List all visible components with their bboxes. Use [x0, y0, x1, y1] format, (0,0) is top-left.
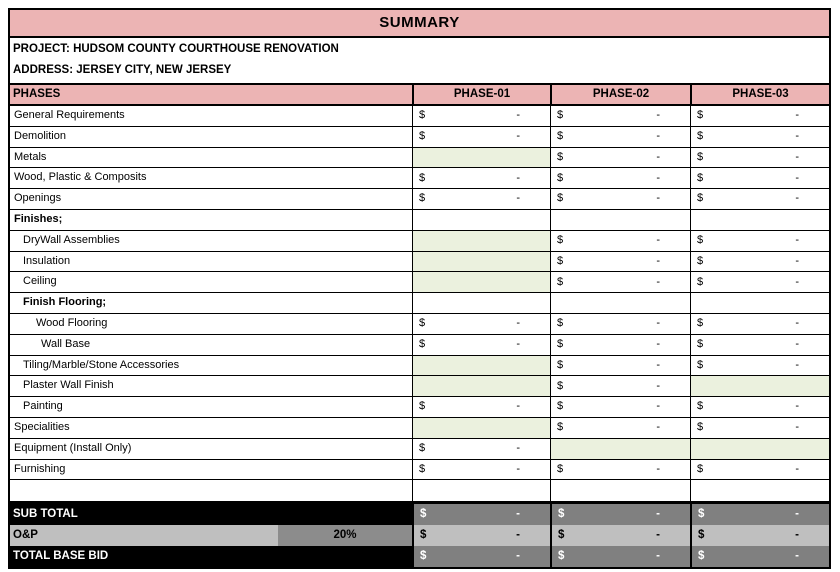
phase-02-cell[interactable] [550, 460, 690, 480]
row-label-cell[interactable]: Ceiling [10, 272, 412, 292]
phase-01-cell[interactable] [412, 106, 550, 126]
amount-accounting-format [691, 168, 829, 188]
footer-row-sub-total [10, 504, 829, 525]
row-label-cell[interactable]: General Requirements [10, 106, 412, 126]
currency-symbol: $ [697, 462, 704, 475]
row-label-cell[interactable]: Wall Base [10, 335, 412, 355]
project-line: PROJECT: HUDSOM COUNTY COURTHOUSE RENOVATION [13, 43, 339, 55]
empty-amount-dash: - [656, 529, 660, 542]
column-header-phases: PHASES [10, 85, 412, 104]
table-row [10, 356, 829, 377]
empty-amount-dash: - [516, 192, 520, 205]
phase-02-cell[interactable] [550, 272, 690, 292]
amount-accounting-format [414, 525, 550, 546]
phase-01-cell[interactable] [412, 376, 550, 396]
amount-accounting-format [551, 314, 690, 334]
empty-amount-dash: - [656, 358, 660, 371]
currency-symbol: $ [698, 550, 705, 563]
table-row [10, 189, 829, 210]
phase-03-cell[interactable] [690, 106, 829, 126]
amount-accounting-format [691, 148, 829, 168]
row-label-cell[interactable] [10, 480, 412, 501]
amount-accounting-format [551, 127, 690, 147]
empty-amount-dash: - [516, 550, 520, 563]
sub-total-label-cell[interactable]: SUB TOTAL [10, 504, 412, 525]
phase-01-cell[interactable] [412, 356, 550, 376]
column-header-phase-02: PHASE-02 [550, 85, 690, 104]
currency-symbol: $ [419, 192, 426, 205]
phase-01-cell[interactable] [412, 293, 550, 313]
phase-02-cell[interactable] [550, 376, 690, 396]
empty-amount-dash: - [795, 150, 799, 163]
currency-symbol: $ [558, 529, 565, 542]
amount-accounting-format [413, 106, 550, 126]
phase-03-cell[interactable] [690, 231, 829, 251]
currency-symbol: $ [557, 317, 564, 330]
phase-01-cell[interactable] [412, 210, 550, 230]
table-row [10, 314, 829, 335]
amount-accounting-format [413, 189, 550, 209]
empty-amount-dash: - [656, 379, 660, 392]
empty-amount-dash: - [795, 337, 799, 350]
phase-03-cell[interactable] [690, 314, 829, 334]
empty-amount-dash: - [795, 462, 799, 475]
phase-02-cell[interactable] [550, 168, 690, 188]
amount-accounting-format [691, 127, 829, 147]
phase-01-cell[interactable] [412, 252, 550, 272]
phase-02-cell[interactable] [550, 356, 690, 376]
o-and-p-label[interactable]: O&P [10, 525, 278, 546]
currency-symbol: $ [557, 171, 564, 184]
empty-amount-dash: - [516, 129, 520, 142]
empty-amount-dash: - [656, 400, 660, 413]
phase-01-cell[interactable] [412, 335, 550, 355]
table-row [10, 210, 829, 231]
amount-accounting-format [414, 546, 550, 567]
footer-row-o-and-p [10, 525, 829, 546]
currency-symbol: $ [697, 150, 704, 163]
row-label-cell[interactable]: Openings [10, 189, 412, 209]
amount-accounting-format [551, 189, 690, 209]
phase-03-cell[interactable] [690, 376, 829, 396]
phase-02-cell[interactable] [550, 480, 690, 501]
amount-accounting-format [552, 546, 690, 567]
currency-symbol: $ [420, 550, 427, 563]
currency-symbol: $ [558, 508, 565, 521]
phase-03-cell[interactable] [690, 335, 829, 355]
currency-symbol: $ [557, 233, 564, 246]
amount-accounting-format [692, 546, 829, 567]
empty-amount-dash: - [795, 171, 799, 184]
phase-01-cell[interactable] [412, 168, 550, 188]
empty-amount-dash: - [656, 275, 660, 288]
empty-amount-dash: - [795, 317, 799, 330]
empty-amount-dash: - [656, 508, 660, 521]
empty-amount-dash: - [795, 254, 799, 267]
amount-accounting-format [551, 356, 690, 376]
currency-symbol: $ [420, 508, 427, 521]
amount-accounting-format [551, 106, 690, 126]
o-and-p-label-cell[interactable] [10, 525, 412, 546]
o-and-p-percent-cell[interactable]: 20% [278, 525, 412, 546]
phase-02-cell[interactable] [550, 210, 690, 230]
table-row [10, 127, 829, 148]
amount-accounting-format [413, 314, 550, 334]
amount-accounting-format [691, 460, 829, 480]
row-label-cell[interactable]: Painting [10, 397, 412, 417]
phase-01-cell[interactable] [412, 418, 550, 438]
empty-amount-dash: - [656, 192, 660, 205]
amount-accounting-format [691, 272, 829, 292]
row-label-cell[interactable]: Tiling/Marble/Stone Accessories [10, 356, 412, 376]
row-label-cell[interactable]: Metals [10, 148, 412, 168]
currency-symbol: $ [697, 254, 704, 267]
currency-symbol: $ [557, 421, 564, 434]
amount-accounting-format [551, 231, 690, 251]
table-row [10, 439, 829, 460]
currency-symbol: $ [697, 358, 704, 371]
phase-01-cell[interactable] [412, 189, 550, 209]
phase-01-cell[interactable] [412, 314, 550, 334]
currency-symbol: $ [419, 462, 426, 475]
row-label-cell[interactable]: Wood Flooring [10, 314, 412, 334]
table-row [10, 418, 829, 439]
phase-02-cell[interactable] [550, 293, 690, 313]
amount-accounting-format [691, 335, 829, 355]
amount-accounting-format [691, 252, 829, 272]
sub-total-phase-02-cell[interactable] [550, 504, 690, 525]
amount-accounting-format [413, 168, 550, 188]
sub-total-phase-01-cell[interactable] [412, 504, 550, 525]
empty-amount-dash: - [516, 109, 520, 122]
currency-symbol: $ [419, 441, 426, 454]
currency-symbol: $ [557, 129, 564, 142]
row-label-cell[interactable]: Specialities [10, 418, 412, 438]
row-label-cell[interactable]: Plaster Wall Finish [10, 376, 412, 396]
currency-symbol: $ [698, 529, 705, 542]
amount-accounting-format [691, 356, 829, 376]
total-base-bid-phase-02-cell[interactable] [550, 546, 690, 567]
empty-amount-dash: - [795, 233, 799, 246]
phase-03-cell[interactable] [690, 168, 829, 188]
amount-accounting-format [413, 397, 550, 417]
currency-symbol: $ [419, 171, 426, 184]
row-label-cell[interactable]: Equipment (Install Only) [10, 439, 412, 459]
empty-amount-dash: - [795, 192, 799, 205]
currency-symbol: $ [557, 192, 564, 205]
table-row [10, 293, 829, 314]
amount-accounting-format [691, 314, 829, 334]
empty-amount-dash: - [656, 337, 660, 350]
amount-accounting-format [413, 439, 550, 459]
amount-accounting-format [413, 335, 550, 355]
currency-symbol: $ [419, 337, 426, 350]
phase-03-cell[interactable] [690, 460, 829, 480]
currency-symbol: $ [557, 254, 564, 267]
amount-accounting-format [551, 335, 690, 355]
column-header-phase-03: PHASE-03 [690, 85, 829, 104]
sheet-title: SUMMARY [10, 10, 829, 38]
phase-02-cell[interactable] [550, 189, 690, 209]
currency-symbol: $ [697, 337, 704, 350]
empty-amount-dash: - [516, 337, 520, 350]
row-label-cell[interactable]: Furnishing [10, 460, 412, 480]
table-row [10, 106, 829, 127]
currency-symbol: $ [697, 109, 704, 122]
total-base-bid-phase-01-cell[interactable] [412, 546, 550, 567]
amount-accounting-format [551, 460, 690, 480]
phase-03-cell[interactable] [690, 210, 829, 230]
phase-02-cell[interactable] [550, 418, 690, 438]
empty-amount-dash: - [516, 317, 520, 330]
phase-03-cell[interactable] [690, 252, 829, 272]
table-row [10, 376, 829, 397]
currency-symbol: $ [697, 171, 704, 184]
empty-amount-dash: - [656, 129, 660, 142]
amount-accounting-format [551, 148, 690, 168]
table-row [10, 231, 829, 252]
table-row [10, 148, 829, 169]
empty-amount-dash: - [795, 508, 799, 521]
phase-03-cell[interactable] [690, 148, 829, 168]
empty-amount-dash: - [516, 400, 520, 413]
empty-amount-dash: - [516, 171, 520, 184]
row-label-cell[interactable]: Finishes; [10, 210, 412, 230]
amount-accounting-format [691, 106, 829, 126]
currency-symbol: $ [697, 275, 704, 288]
phase-03-cell[interactable] [690, 189, 829, 209]
currency-symbol: $ [419, 109, 426, 122]
amount-accounting-format [551, 418, 690, 438]
total-base-bid-phase-03-cell[interactable] [690, 546, 829, 567]
phase-02-cell[interactable] [550, 314, 690, 334]
currency-symbol: $ [557, 379, 564, 392]
empty-amount-dash: - [656, 254, 660, 267]
phase-cost-table-body [10, 106, 829, 501]
phase-03-cell[interactable] [690, 293, 829, 313]
empty-amount-dash: - [656, 150, 660, 163]
project-info-block [10, 38, 829, 85]
phase-03-cell[interactable] [690, 356, 829, 376]
phase-01-cell[interactable] [412, 439, 550, 459]
amount-accounting-format [691, 397, 829, 417]
currency-symbol: $ [419, 400, 426, 413]
phase-02-cell[interactable] [550, 127, 690, 147]
amount-accounting-format [413, 460, 550, 480]
amount-accounting-format [692, 525, 829, 546]
empty-amount-dash: - [795, 550, 799, 563]
amount-accounting-format [551, 376, 690, 396]
summary-sheet [8, 8, 831, 569]
phase-02-cell[interactable] [550, 106, 690, 126]
amount-accounting-format [692, 504, 829, 525]
column-header-phase-01: PHASE-01 [412, 85, 550, 104]
sub-total-phase-03-cell[interactable] [690, 504, 829, 525]
empty-table-row [10, 480, 829, 501]
empty-amount-dash: - [656, 317, 660, 330]
currency-symbol: $ [697, 421, 704, 434]
currency-symbol: $ [697, 317, 704, 330]
table-row [10, 460, 829, 481]
empty-amount-dash: - [656, 462, 660, 475]
empty-amount-dash: - [795, 109, 799, 122]
currency-symbol: $ [419, 317, 426, 330]
amount-accounting-format [691, 418, 829, 438]
currency-symbol: $ [557, 337, 564, 350]
row-label-cell[interactable]: Wood, Plastic & Composits [10, 168, 412, 188]
row-label-cell[interactable]: Insulation [10, 252, 412, 272]
empty-amount-dash: - [795, 129, 799, 142]
empty-amount-dash: - [656, 171, 660, 184]
amount-accounting-format [551, 272, 690, 292]
table-row [10, 168, 829, 189]
phase-02-cell[interactable] [550, 397, 690, 417]
amount-accounting-format [552, 525, 690, 546]
amount-accounting-format [552, 504, 690, 525]
amount-accounting-format [413, 127, 550, 147]
total-base-bid-label-cell[interactable]: TOTAL BASE BID [10, 546, 412, 567]
phase-01-cell[interactable] [412, 127, 550, 147]
row-label-cell[interactable]: Demolition [10, 127, 412, 147]
phase-03-cell[interactable] [690, 127, 829, 147]
empty-amount-dash: - [516, 462, 520, 475]
amount-accounting-format [414, 504, 550, 525]
empty-amount-dash: - [656, 421, 660, 434]
currency-symbol: $ [697, 400, 704, 413]
table-row [10, 252, 829, 273]
phase-01-cell[interactable] [412, 460, 550, 480]
currency-symbol: $ [557, 358, 564, 371]
o-and-p-phase-01-cell[interactable] [412, 525, 550, 546]
amount-accounting-format [691, 231, 829, 251]
empty-amount-dash: - [795, 275, 799, 288]
currency-symbol: $ [419, 129, 426, 142]
totals-section [10, 501, 829, 567]
empty-amount-dash: - [795, 358, 799, 371]
phase-01-cell[interactable] [412, 148, 550, 168]
table-header-row [10, 85, 829, 106]
amount-accounting-format [551, 168, 690, 188]
o-and-p-phase-03-cell[interactable] [690, 525, 829, 546]
empty-amount-dash: - [656, 109, 660, 122]
phase-02-cell[interactable] [550, 252, 690, 272]
currency-symbol: $ [557, 150, 564, 163]
row-label-cell[interactable]: Finish Flooring; [10, 293, 412, 313]
currency-symbol: $ [557, 275, 564, 288]
empty-amount-dash: - [516, 441, 520, 454]
table-row [10, 272, 829, 293]
phase-02-cell[interactable] [550, 335, 690, 355]
phase-01-cell[interactable] [412, 397, 550, 417]
empty-amount-dash: - [795, 400, 799, 413]
empty-amount-dash: - [656, 233, 660, 246]
amount-accounting-format [551, 397, 690, 417]
phase-03-cell[interactable] [690, 418, 829, 438]
phase-01-cell[interactable] [412, 231, 550, 251]
table-row [10, 397, 829, 418]
empty-amount-dash: - [795, 421, 799, 434]
empty-amount-dash: - [656, 550, 660, 563]
amount-accounting-format [691, 189, 829, 209]
o-and-p-phase-02-cell[interactable] [550, 525, 690, 546]
currency-symbol: $ [697, 192, 704, 205]
row-label-cell[interactable]: DryWall Assemblies [10, 231, 412, 251]
amount-accounting-format [551, 252, 690, 272]
phase-03-cell[interactable] [690, 272, 829, 292]
phase-01-cell[interactable] [412, 272, 550, 292]
empty-amount-dash: - [516, 529, 520, 542]
currency-symbol: $ [697, 233, 704, 246]
currency-symbol: $ [557, 400, 564, 413]
phase-01-cell[interactable] [412, 480, 550, 501]
phase-03-cell[interactable] [690, 480, 829, 501]
phase-02-cell[interactable] [550, 148, 690, 168]
empty-amount-dash: - [795, 529, 799, 542]
currency-symbol: $ [557, 109, 564, 122]
currency-symbol: $ [698, 508, 705, 521]
phase-02-cell[interactable] [550, 231, 690, 251]
phase-02-cell[interactable] [550, 439, 690, 459]
empty-amount-dash: - [516, 508, 520, 521]
currency-symbol: $ [420, 529, 427, 542]
table-row [10, 335, 829, 356]
phase-03-cell[interactable] [690, 439, 829, 459]
phase-03-cell[interactable] [690, 397, 829, 417]
address-line: ADDRESS: JERSEY CITY, NEW JERSEY [13, 64, 232, 76]
currency-symbol: $ [697, 129, 704, 142]
currency-symbol: $ [557, 462, 564, 475]
footer-row-total-base-bid [10, 546, 829, 567]
currency-symbol: $ [558, 550, 565, 563]
